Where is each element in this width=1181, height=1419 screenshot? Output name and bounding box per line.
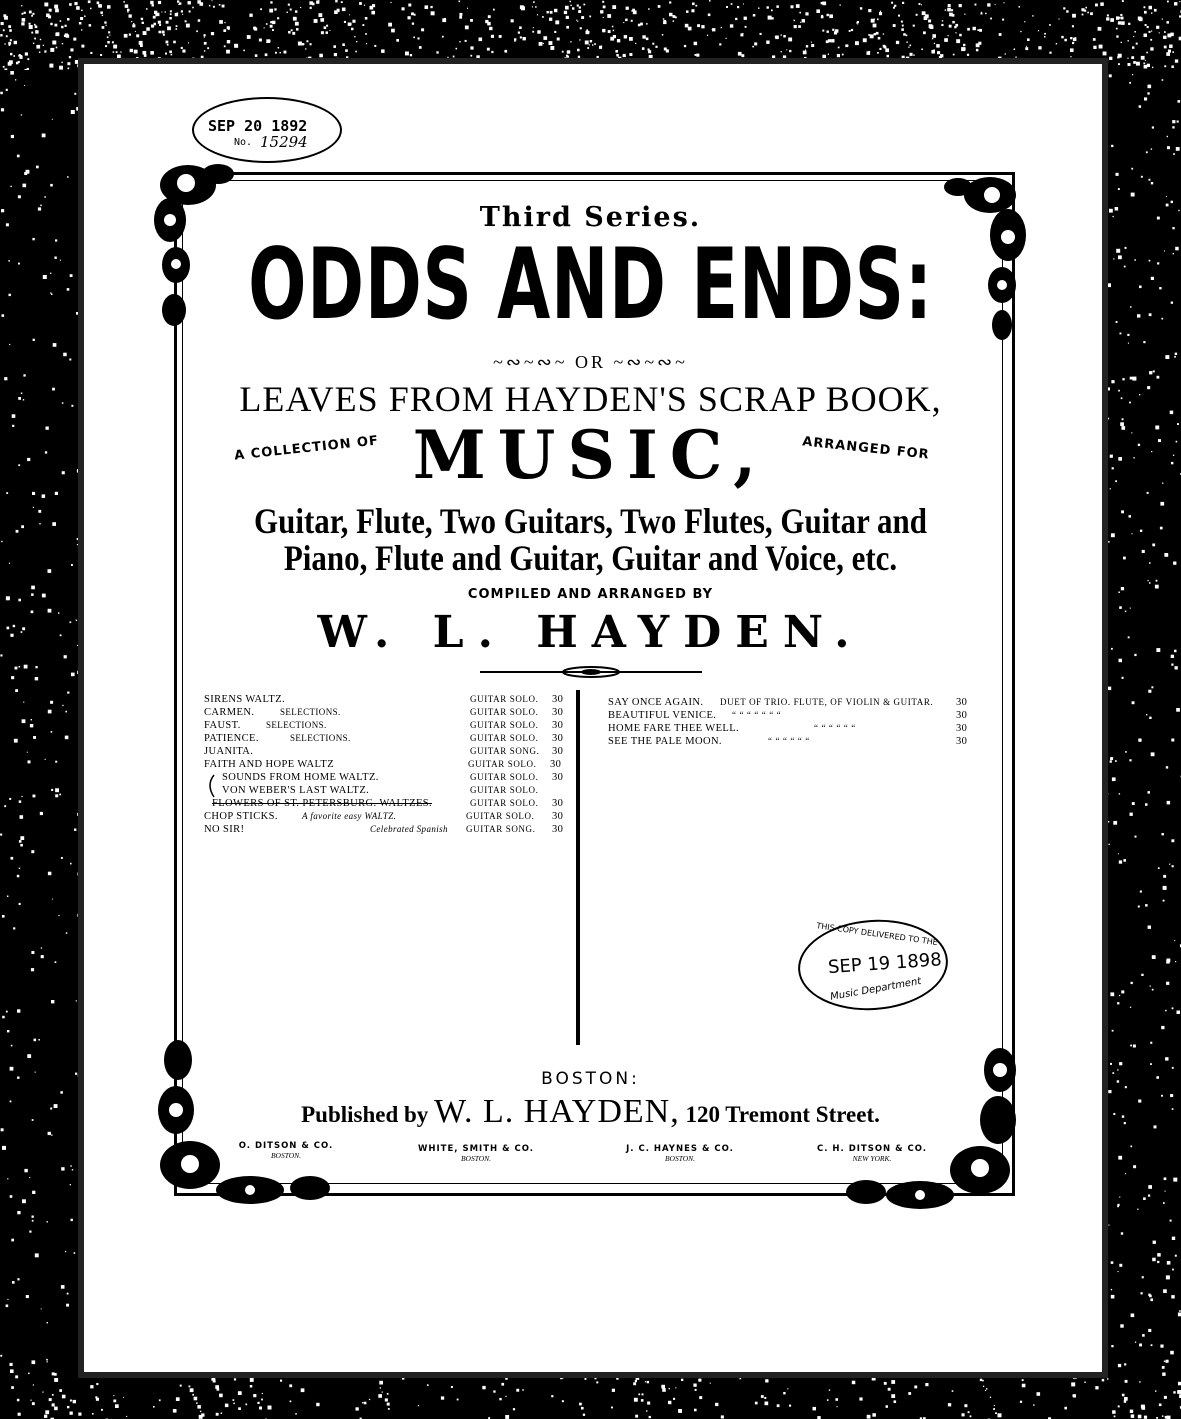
agent-city: BOSTON.: [270, 1151, 302, 1160]
collection-of-label: A COLLECTION OF: [233, 433, 380, 464]
published-by-label: Published by: [301, 1102, 429, 1127]
song-type: GUITAR SONG.: [466, 824, 536, 834]
copyright-stamp-number-label: No.: [234, 137, 253, 148]
agent: [772, 1144, 972, 1163]
page-title: ODDS AND ENDS:: [248, 228, 933, 342]
agent-name: C. H. DITSON & CO.: [816, 1144, 928, 1154]
song-price: 30: [552, 824, 564, 835]
song-type: GUITAR SONG.: [470, 746, 540, 756]
song-title: FAUST.: [204, 720, 241, 731]
song-type: “ “ “ “ “ “: [814, 723, 856, 733]
song-type: GUITAR SOLO.: [470, 772, 539, 782]
song-type: GUITAR SOLO.: [470, 785, 539, 795]
publisher-city: BOSTON:: [541, 1069, 640, 1089]
song-type: GUITAR SOLO.: [470, 720, 539, 730]
publisher-address: 120 Tremont Street.: [685, 1102, 880, 1127]
arranged-for-label: ARRANGED FOR: [801, 434, 931, 463]
author-name: W. L. HAYDEN.: [317, 607, 864, 658]
agent-city: NEW YORK.: [852, 1154, 892, 1163]
song-price: 30: [552, 772, 564, 783]
song-title: SIRENS WALTZ.: [204, 694, 286, 705]
stamp-received-date: SEP 19 1898: [827, 949, 943, 979]
agent-city: BOSTON.: [460, 1154, 492, 1163]
song-price: 30: [956, 697, 968, 708]
agent-city: BOSTON.: [664, 1154, 696, 1163]
song-type: “ “ “ “ “ “ “: [732, 710, 782, 720]
song-note: SELECTIONS.: [280, 707, 341, 717]
song-type: GUITAR SOLO.: [468, 759, 537, 769]
song-title: FLOWERS OF ST. PETERSBURG. WALTZES.: [212, 798, 433, 809]
divider-flourish-icon: [480, 664, 702, 680]
agent: [186, 1141, 386, 1160]
song-type: GUITAR SOLO.: [470, 707, 539, 717]
instruments-line-1: Guitar, Flute, Two Guitars, Two Flutes, Guitar and: [254, 501, 927, 541]
song-price: 30: [552, 811, 564, 822]
song-note: SELECTIONS.: [290, 733, 351, 743]
song-title: HOME FARE THEE WELL.: [608, 723, 740, 734]
scroll-ornament-left-icon: ~∾~∾~: [493, 352, 575, 372]
song-note: Celebrated Spanish: [370, 824, 448, 834]
song-title: CARMEN.: [204, 707, 255, 718]
subtitle: LEAVES FROM HAYDEN'S SCRAP BOOK,: [239, 379, 942, 419]
song-title: SEE THE PALE MOON.: [608, 736, 722, 747]
song-type: GUITAR SOLO.: [470, 733, 539, 743]
song-price: 30: [552, 746, 564, 757]
stamp-delivered-text: THIS COPY DELIVERED TO THE: [815, 921, 939, 948]
song-note: A favorite easy WALTZ.: [302, 811, 397, 821]
song-type: DUET OF TRIO. FLUTE, OF VIOLIN & GUITAR.: [720, 697, 934, 707]
song-title: FAITH AND HOPE WALTZ: [204, 759, 335, 770]
agent-name: O. DITSON & CO.: [238, 1141, 334, 1151]
scroll-ornament-right-icon: ~∾~∾~: [613, 352, 688, 372]
music-heading: MUSIC,: [412, 416, 769, 494]
column-divider: [576, 690, 580, 1045]
compiled-by-label: COMPILED AND ARRANGED BY: [467, 587, 714, 602]
song-type: GUITAR SOLO.: [466, 811, 535, 821]
song-title: BEAUTIFUL VENICE.: [608, 710, 717, 721]
song-price: 30: [552, 707, 564, 718]
copyright-stamp-number: 15294: [260, 133, 308, 151]
or-separator: [0, 352, 1181, 373]
song-type: GUITAR SOLO.: [470, 694, 539, 704]
song-title: PATIENCE.: [204, 733, 259, 744]
song-price: 30: [956, 710, 968, 721]
song-price: 30: [552, 733, 564, 744]
instruments-line-2: Piano, Flute and Guitar, Guitar and Voice, etc.: [283, 538, 898, 578]
agent: [580, 1144, 780, 1163]
stamp-department-text: Music Department: [829, 975, 923, 1003]
song-title: SOUNDS FROM HOME WALTZ.: [222, 772, 379, 783]
song-price: 30: [550, 759, 562, 770]
publisher-name: W. L. HAYDEN,: [434, 1093, 680, 1130]
song-title: VON WEBER'S LAST WALTZ.: [222, 785, 370, 796]
series-label: Third Series.: [479, 202, 702, 233]
copyright-stamp-date: SEP 20 1892: [208, 117, 308, 135]
agent: [376, 1144, 576, 1163]
song-type: “ “ “ “ “ “: [768, 736, 810, 746]
bracket-icon: [200, 773, 220, 799]
publisher-line: [0, 1093, 1181, 1131]
song-title: SAY ONCE AGAIN.: [608, 697, 704, 708]
song-price: 30: [956, 736, 968, 747]
song-price: 30: [956, 723, 968, 734]
agent-name: WHITE, SMITH & CO.: [418, 1144, 534, 1154]
or-label: OR: [574, 352, 606, 372]
song-title: CHOP STICKS.: [204, 811, 278, 822]
song-title: JUANITA.: [204, 746, 254, 757]
agent-name: J. C. HAYNES & CO.: [626, 1144, 734, 1154]
song-type: GUITAR SOLO.: [470, 798, 539, 808]
song-price: 30: [552, 694, 564, 705]
song-note: SELECTIONS.: [266, 720, 327, 730]
song-price: 30: [552, 720, 564, 731]
song-price: 30: [552, 798, 564, 809]
song-title: NO SIR!: [204, 824, 245, 835]
